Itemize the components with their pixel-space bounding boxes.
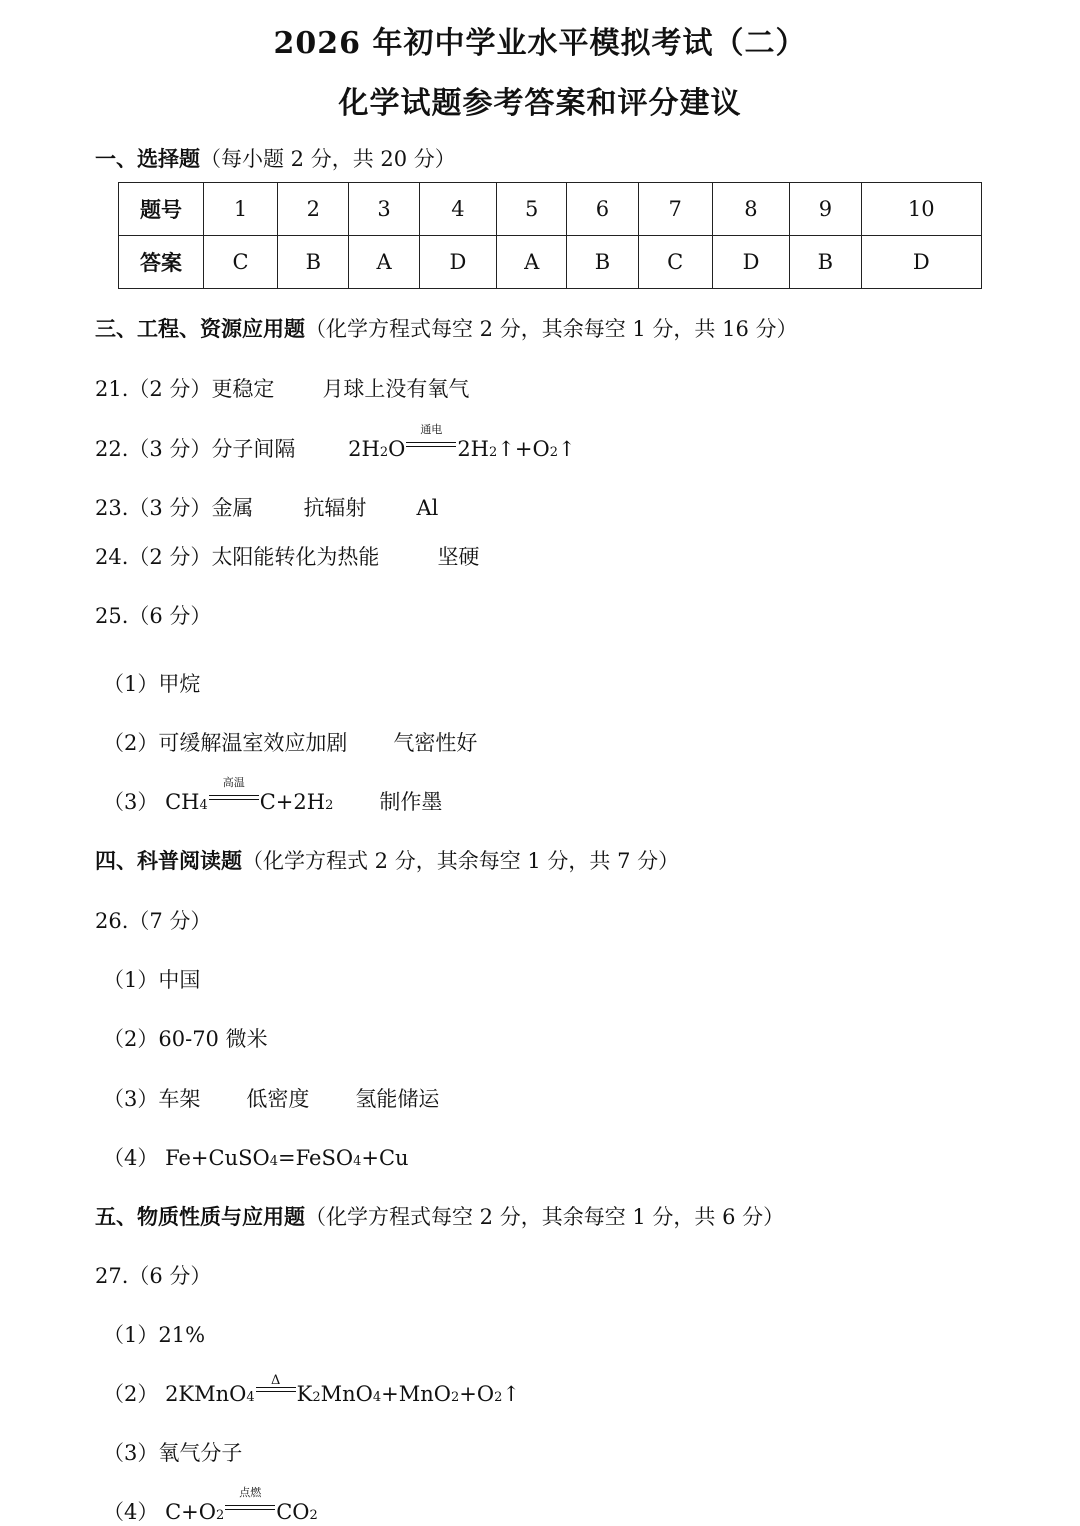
answer-text: 太阳能转化为热能 [211,545,380,569]
table-cell: C [204,236,278,289]
equation-part: =FeSO [278,1146,354,1170]
question-26 [95,905,211,935]
question-26-part-1 [103,964,200,994]
section-title: 四、科普阅读题 [95,848,242,873]
table-cell: 9 [790,183,861,236]
part-label: （1） [103,968,159,992]
section-note: （化学方程式每空 2 分，其余每空 1 分，共 16 分） [305,317,798,341]
question-25 [95,600,211,630]
equation-part: C+2H [259,790,326,814]
equation-part: +Cu [361,1146,409,1170]
page-title: 2026 年初中学业水平模拟考试（二） [273,26,807,61]
answer-text: Al [416,496,439,520]
table-cell: A [349,236,419,289]
chemical-equation: CH 4 高温 C+2H 2 [165,776,334,814]
question-number: 24.（2 分） [95,545,212,569]
equation-part: CH [165,790,200,814]
section-1-heading [95,143,456,173]
question-number: 23.（3 分） [95,496,212,520]
part-label: （3） [103,1441,159,1465]
answer-text: 月球上没有氧气 [322,377,470,401]
equation-part: ↑+O [497,437,550,461]
equation-part: 2KMnO [165,1382,247,1406]
question-24 [95,541,479,571]
table-cell: 3 [349,183,419,236]
equation-part: Fe+CuSO [165,1146,270,1170]
chemical-equation: 2KMnO 4 Δ K 2 MnO 4 +MnO 2 +O 2 ↑ [165,1373,520,1406]
table-cell: 5 [497,183,567,236]
table-cell: C [638,236,712,289]
question-27-part-3 [103,1437,242,1467]
answer-text: 坚硬 [437,545,480,569]
question-27-part-2 [103,1373,520,1408]
table-row-numbers [119,183,982,236]
table-cell: B [790,236,861,289]
question-number: 25.（6 分） [95,604,212,628]
answer-table [118,182,982,289]
part-label: （2） [103,1027,159,1051]
answer-text: 可缓解温室效应加剧 [158,731,348,755]
question-25-part-3 [103,776,443,816]
answer-text: 中国 [158,968,201,992]
answer-text: 气密性好 [393,731,478,755]
page-subtitle: 化学试题参考答案和评分建议 [338,86,742,121]
condition-label: 点燃 [239,1486,262,1499]
equation-part: C+O [165,1500,216,1524]
question-number: 26.（7 分） [95,909,212,933]
answer-text: 氧气分子 [158,1441,243,1465]
table-cell: D [419,236,496,289]
section-note: （化学方程式每空 2 分，其余每空 1 分，共 6 分） [305,1205,785,1229]
question-27 [95,1260,211,1290]
section-title: 一、选择题 [95,146,200,171]
question-26-part-3 [103,1083,439,1113]
equation-part: +O [459,1382,495,1406]
section-title: 五、物质性质与应用题 [95,1204,305,1229]
table-cell: 2 [278,183,349,236]
part-label: （4） [103,1500,159,1524]
answer-text: 60-70 微米 [158,1027,268,1051]
answer-text: 21% [158,1323,206,1347]
question-23 [95,492,438,522]
answer-text: 低密度 [246,1087,310,1111]
answer-text: 氢能储运 [355,1087,440,1111]
equation-part: ↑ [557,437,576,461]
section-5-heading [95,1201,784,1231]
reaction-condition [225,1486,275,1519]
question-26-part-4 [103,1142,409,1172]
equation-part: MnO [320,1382,373,1406]
question-25-part-2 [103,727,477,757]
question-22 [95,423,576,463]
table-cell: D [712,236,789,289]
section-4-heading [95,845,679,875]
chemical-equation: Fe+CuSO 4 =FeSO 4 +Cu [165,1146,409,1170]
part-label: （4） [103,1146,159,1170]
answer-text: 更稳定 [211,377,275,401]
reaction-condition [256,1373,296,1401]
part-label: （3） [103,790,159,814]
answer-text: 金属 [211,496,254,520]
part-label: （3） [103,1087,159,1111]
question-25-part-1 [103,668,200,698]
answer-text: 车架 [158,1087,201,1111]
table-cell: 10 [861,183,981,236]
condition-label: Δ [270,1373,281,1388]
part-label: （2） [103,1382,159,1406]
equation-part: 2H [348,437,380,461]
condition-label: 通电 [420,423,443,436]
table-cell: 6 [567,183,638,236]
table-cell: B [567,236,638,289]
question-number: 21.（2 分） [95,377,212,401]
table-cell: D [861,236,981,289]
chemical-equation: 2H 2 O 通电 2H 2 ↑+O 2 ↑ [348,423,576,461]
answer-text: 甲烷 [158,672,201,696]
section-title: 三、工程、资源应用题 [95,316,305,341]
table-cell: 1 [204,183,278,236]
equation-part: 2H [457,437,489,461]
section-3-heading [95,313,798,343]
equation-part: K [296,1382,313,1406]
equation-part: +MnO [381,1382,451,1406]
question-21 [95,373,469,403]
question-27-part-4 [103,1486,318,1526]
answer-text: 抗辐射 [303,496,367,520]
table-cell: B [278,236,349,289]
equation-part: ↑ [502,1382,520,1406]
table-row-answers [119,236,982,289]
equation-part: O [388,437,406,461]
section-note: （化学方程式 2 分，其余每空 1 分，共 7 分） [242,849,680,873]
part-label: （1） [103,1323,159,1347]
equation-part: CO [276,1500,310,1524]
question-number: 27.（6 分） [95,1264,212,1288]
table-cell: 7 [638,183,712,236]
section-note: （每小题 2 分，共 20 分） [200,147,456,171]
table-cell: A [497,236,567,289]
condition-label: 高温 [222,776,245,789]
part-label: （1） [103,672,159,696]
reaction-condition [406,423,456,456]
row-label: 题号 [119,183,204,236]
question-27-part-1 [103,1319,205,1349]
chemical-equation: C+O 2 点燃 CO 2 [165,1486,318,1524]
question-26-part-2 [103,1023,268,1053]
part-label: （2） [103,731,159,755]
row-label: 答案 [119,236,204,289]
answer-text: 制作墨 [379,790,443,814]
reaction-condition [209,776,259,809]
table-cell: 8 [712,183,789,236]
question-number: 22.（3 分） [95,437,212,461]
answer-text: 分子间隔 [211,437,296,461]
table-cell: 4 [419,183,496,236]
